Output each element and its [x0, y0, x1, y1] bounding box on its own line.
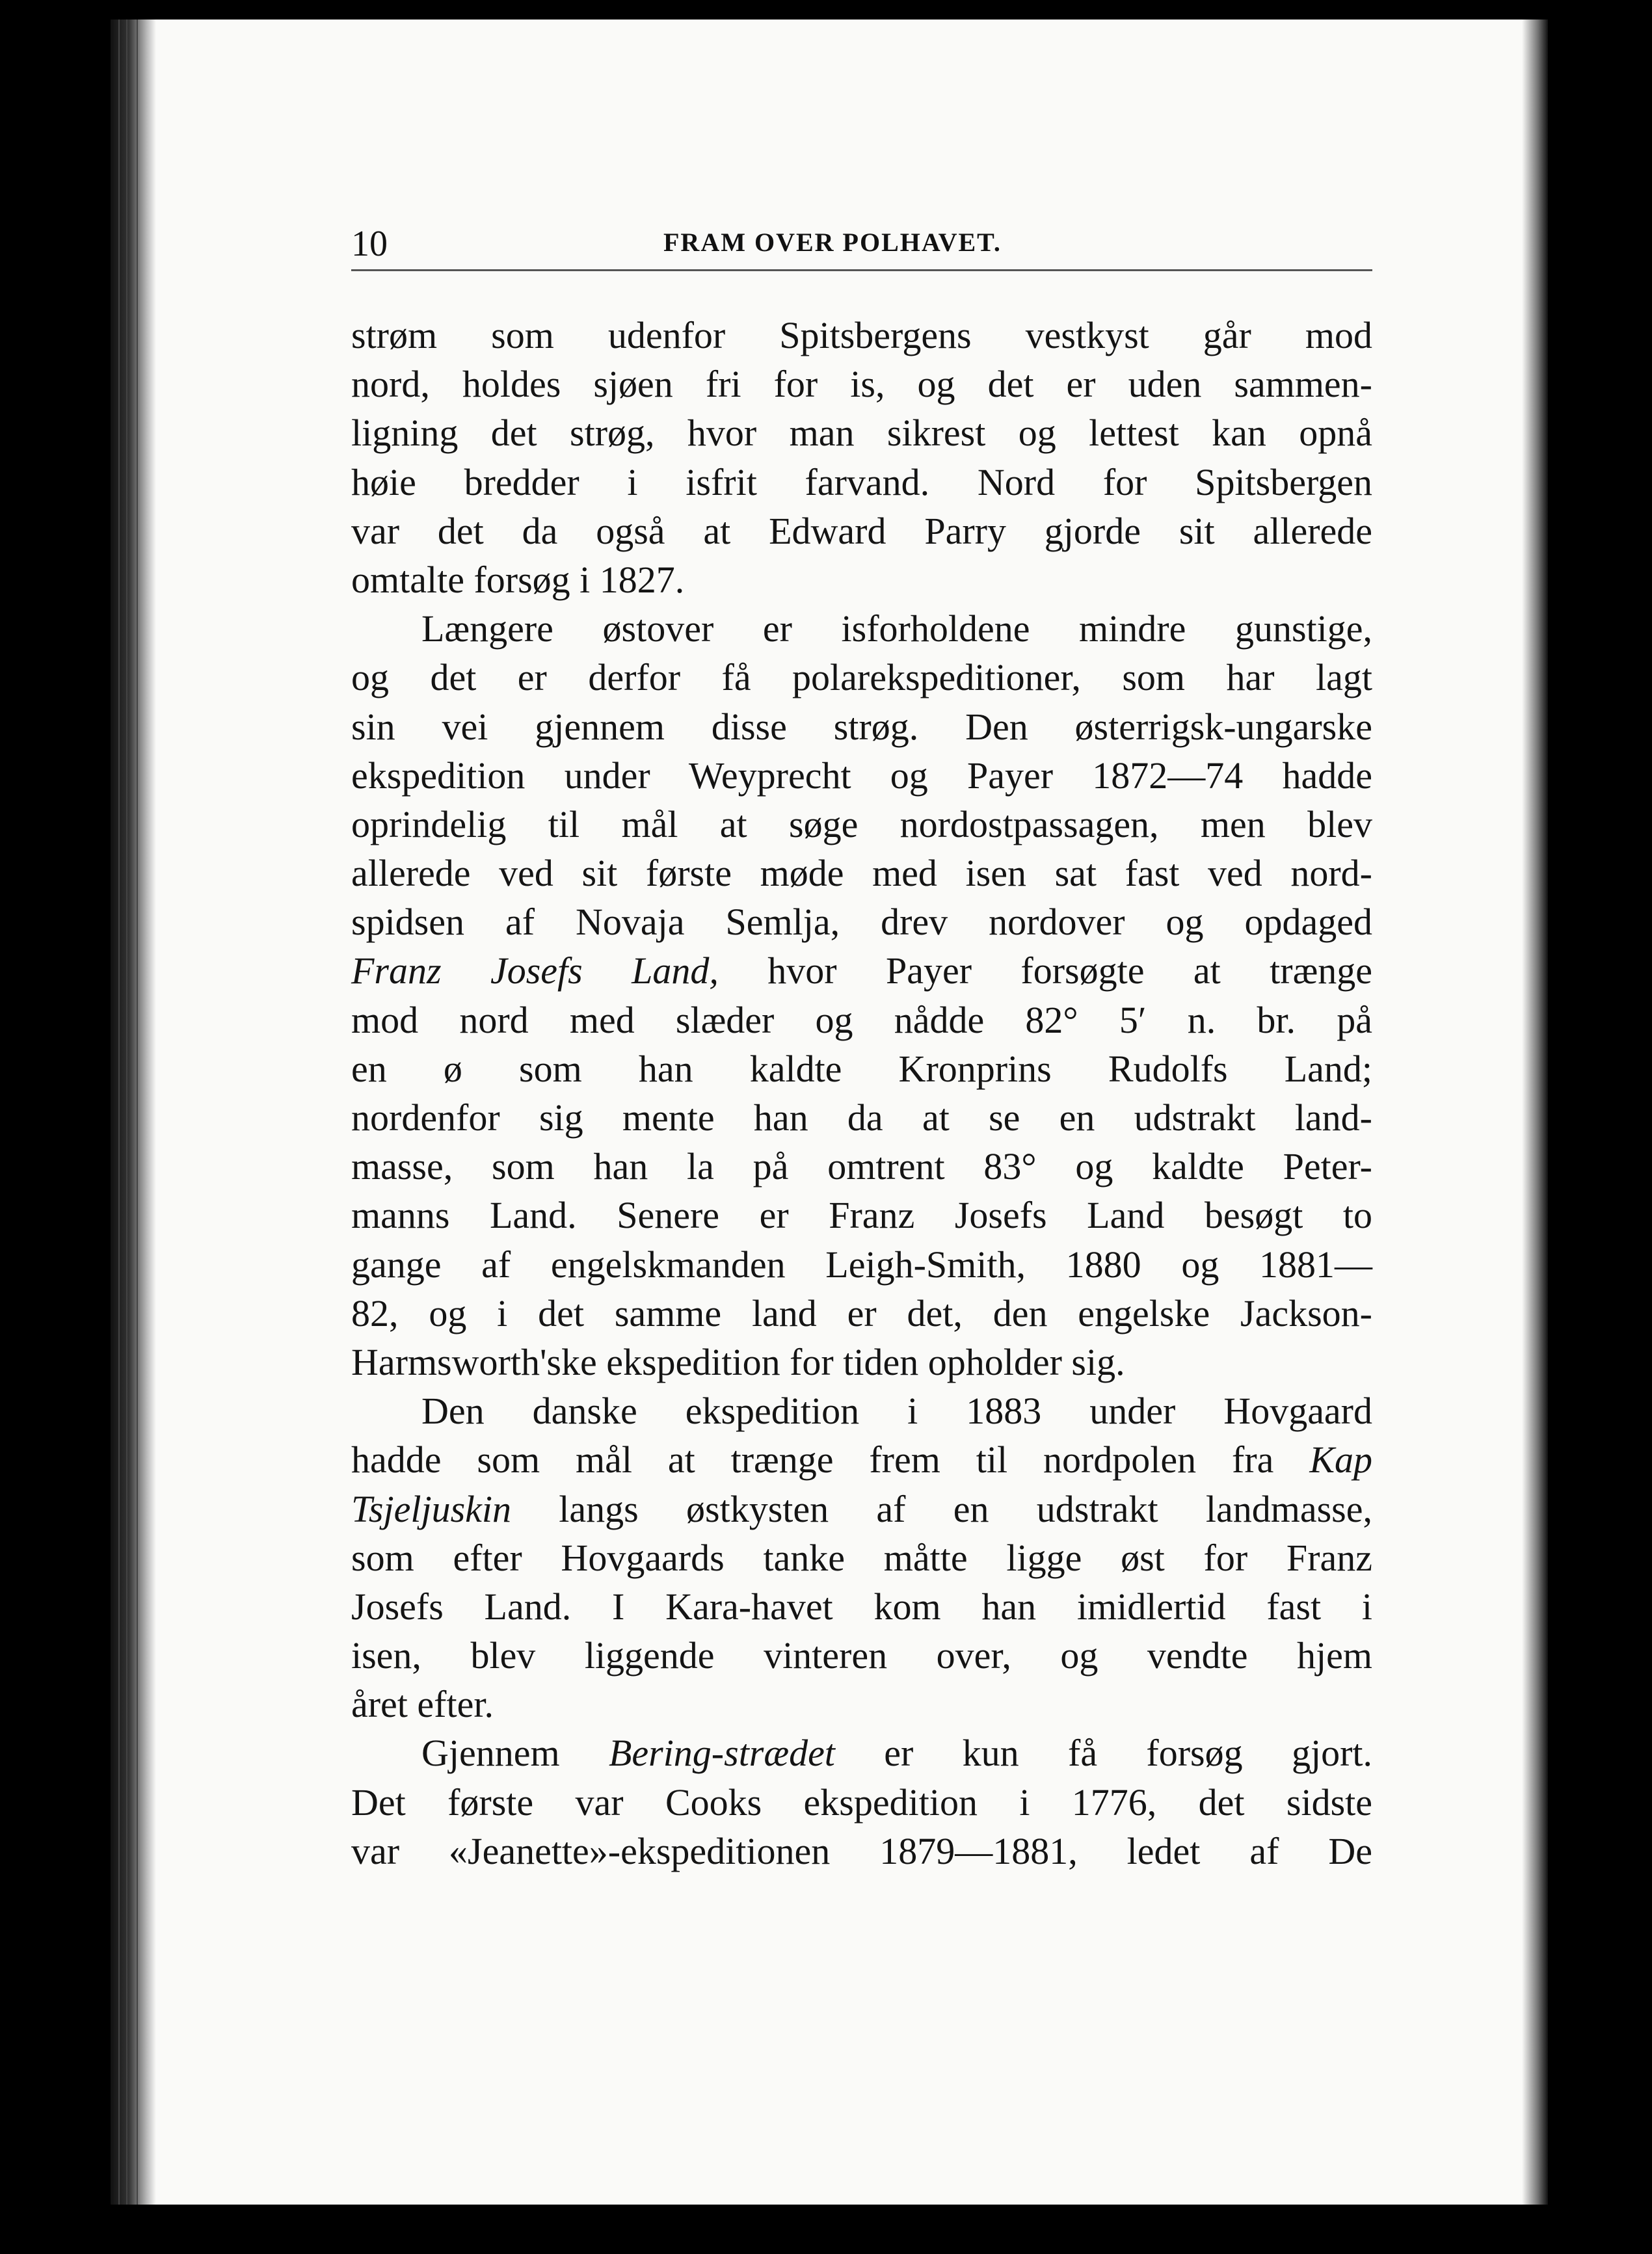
text-line: strøm som udenfor Spitsbergens vestkyst går mod [351, 314, 1372, 356]
text-line: ekspedition under Weyprecht og Payer 1872—74 hadde [351, 754, 1372, 797]
text-line: året efter. [351, 1683, 494, 1726]
page-header [351, 218, 1366, 263]
text-line: 82, og i det samme land er det, den engelske Jackson- [351, 1292, 1372, 1334]
page-edge [1522, 20, 1548, 2205]
running-head: FRAM OVER POLHAVET. [663, 228, 1002, 257]
text-line: var «Jeanette»-ekspeditionen 1879—1881, ledet af De [351, 1829, 1372, 1872]
line-continuation: er kun få forsøg gjort. [834, 1732, 1373, 1775]
text-line [351, 946, 1372, 995]
italic-place-name: Kap [1309, 1439, 1372, 1481]
text-line: nordenfor sig mente han da at se en udstrakt land- [351, 1096, 1372, 1139]
text-line: manns Land. Senere er Franz Josefs Land besøgt to [351, 1194, 1372, 1237]
line-continuation: langs østkysten af en udstrakt landmasse, [511, 1487, 1372, 1530]
text-line: Josefs Land. I Kara-havet kom han imidlertid fast i [351, 1585, 1372, 1628]
page-number: 10 [351, 224, 388, 264]
header-rule [351, 269, 1372, 271]
text-line: Den danske ekspedition i 1883 under Hovgaard [421, 1390, 1372, 1433]
italic-place-name: Bering-strædet [608, 1732, 835, 1775]
line-start: hadde som mål at trænge frem til nordpolen fra [351, 1439, 1310, 1481]
line-continuation: hvor Payer forsøgte at trænge [718, 949, 1372, 992]
text-line [351, 1729, 1372, 1777]
text-line: ligning det strøg, hvor man sikrest og lettest kan opnå [351, 412, 1372, 455]
text-line: gange af engelskmanden Leigh-Smith, 1880 og 1881— [351, 1243, 1372, 1286]
text-line: var det da også at Edward Parry gjorde sit allerede [351, 509, 1372, 552]
text-line: Det første var Cooks ekspedition i 1776, det sidste [351, 1781, 1372, 1823]
text-line: høie bredder i isfrit farvand. Nord for Spitsbergen [351, 460, 1372, 503]
text-line: nord, holdes sjøen fri for is, og det er uden sammen- [351, 363, 1372, 406]
binding-gutter [111, 20, 156, 2205]
text-line: omtalte forsøg i 1827. [351, 558, 685, 601]
text-line [351, 1485, 1372, 1533]
text-line: en ø som han kaldte Kronprins Rudolfs Land; [351, 1047, 1372, 1090]
text-line: Længere østover er isforholdene mindre gunstige, [421, 607, 1372, 650]
text-line: masse, som han la på omtrent 83° og kaldte Peter- [351, 1145, 1372, 1188]
text-line: spidsen af Novaja Semlja, drev nordover og opdaged [351, 901, 1372, 944]
text-line: mod nord med slæder og nådde 82° 5′ n. br. på [351, 998, 1372, 1041]
text-line: oprindelig til mål at søge nordostpassagen, men blev [351, 802, 1372, 845]
text-line: allerede ved sit første møde med isen sat fast ved nord- [351, 852, 1372, 895]
italic-place-name: Tsjeljuskin [351, 1487, 512, 1530]
body-text [351, 311, 1372, 1876]
line-start: Gjennem [421, 1732, 609, 1775]
text-line [351, 1435, 1372, 1484]
italic-place-name: Franz Josefs Land, [351, 949, 719, 992]
text-line: isen, blev liggende vinteren over, og vendte hjem [351, 1634, 1372, 1677]
text-line: sin vei gjennem disse strøg. Den østerrigsk-ungarske [351, 705, 1372, 748]
text-line: som efter Hovgaards tanke måtte ligge øst for Franz [351, 1536, 1372, 1579]
text-line: Harmsworth'ske ekspedition for tiden opholder sig. [351, 1340, 1125, 1383]
text-line: og det er derfor få polarekspeditioner, som har lagt [351, 656, 1372, 699]
